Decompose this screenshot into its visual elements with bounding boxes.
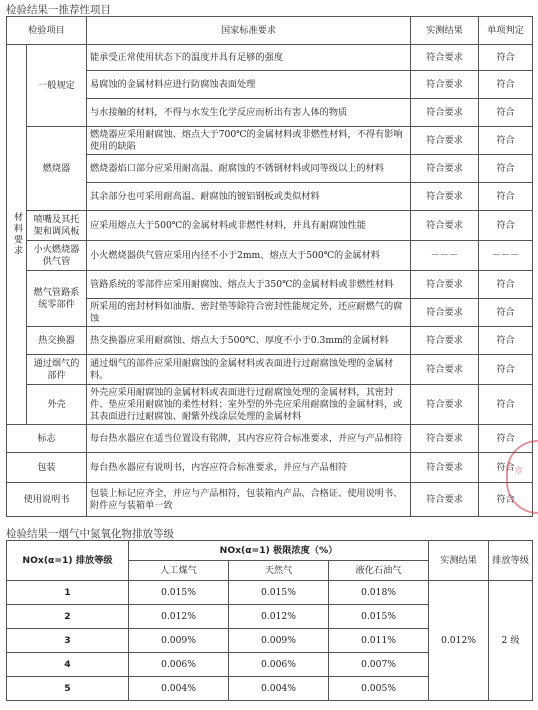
verdict-cell: 符合 [479, 99, 533, 127]
verdict-cell: 符合 [479, 453, 533, 483]
verdict-cell: 符合 [479, 211, 533, 241]
req-cell: 每台热水器应在适当位置设有铭牌，其内容应符合标准要求，并应与产品相符 [87, 425, 411, 453]
limit-cell: 0.007% [329, 653, 429, 677]
limit-cell: 0.015% [129, 581, 229, 605]
limit-cell: 0.011% [329, 629, 429, 653]
header-gas-coal: 人工煤气 [129, 561, 229, 581]
limit-cell: 0.012% [129, 605, 229, 629]
verdict-cell: －－－ [479, 241, 533, 271]
req-cell: 所采用的密封材料如油脂、密封垫等除符合密封性能规定外，还应耐燃气的腐蚀 [87, 299, 411, 327]
level-cell: 5 [7, 677, 129, 701]
result-cell: 符合要求 [411, 453, 479, 483]
sub-flue-parts: 通过烟气的部件 [27, 355, 87, 385]
verdict-cell: 符合 [479, 327, 533, 355]
req-cell: 能承受正常使用状态下的温度并具有足够的强度 [87, 45, 411, 71]
result-cell: 符合要求 [411, 45, 479, 71]
level-cell: 3 [7, 629, 129, 653]
req-cell: 外壳应采用耐腐蚀的金属材料或表面进行过耐腐蚀处理的金属材料，其密封件、垫应采用耐腐蚀的柔性材料；室外型的外壳应采用耐腐蚀的金属材料，或其表面进行过耐腐蚀、耐紫外线涂层处理的金属材料 [87, 385, 411, 425]
result-cell: 符合要求 [411, 271, 479, 299]
verdict-cell: 符合 [479, 271, 533, 299]
verdict-cell: 符合 [479, 355, 533, 385]
limit-cell: 0.009% [229, 629, 329, 653]
sub-heat-exchanger: 热交换器 [27, 327, 87, 355]
limit-cell: 0.015% [229, 581, 329, 605]
header-verdict: 单项判定 [479, 17, 533, 45]
verdict-cell: 符合 [479, 299, 533, 327]
result-cell: 符合要求 [411, 355, 479, 385]
req-cell: 小火燃烧器供气管应采用内径不小于2mm、熔点大于500℃的金属材料 [87, 241, 411, 271]
req-cell: 热交换器应采用耐腐蚀、熔点大于500℃、厚度不小于0.3mm的金属材料 [87, 327, 411, 355]
section1-title: 检验结果一推荐性项目 [6, 4, 111, 16]
result-cell: 符合要求 [411, 385, 479, 425]
limit-cell: 0.006% [229, 653, 329, 677]
verdict-cell: 符合 [479, 155, 533, 183]
emission-grade: 2 级 [489, 581, 533, 701]
verdict-cell: 符合 [479, 183, 533, 211]
limit-cell: 0.004% [129, 677, 229, 701]
req-cell: 与水接触的材料，不得与水发生化学反应而析出有害人体的物质 [87, 99, 411, 127]
result-cell: 符合要求 [411, 127, 479, 155]
req-cell: 包装上标记应齐全，并应与产品相符，包装箱内产品、合格证、使用说明书、附件应与装箱单一致 [87, 483, 411, 517]
header-level: NOx(α=1) 排放等级 [7, 541, 129, 581]
limit-cell: 0.005% [329, 677, 429, 701]
req-cell: 易腐蚀的金属材料应进行防腐蚀表面处理 [87, 71, 411, 99]
level-cell: 1 [7, 581, 129, 605]
verdict-cell: 符合 [479, 483, 533, 517]
header-item: 检验项目 [7, 17, 87, 45]
nox-emission-table [6, 540, 533, 701]
header-limit: NOx(α=1) 极限浓度（%） [129, 541, 429, 561]
item-manual: 使用说明书 [7, 483, 87, 517]
measured-result: 0.012% [429, 581, 489, 701]
sub-general: 一般规定 [27, 45, 87, 127]
limit-cell: 0.018% [329, 581, 429, 605]
header-result: 实测结果 [411, 17, 479, 45]
verdict-cell: 符合 [479, 71, 533, 99]
header-requirement: 国家标准要求 [87, 17, 411, 45]
group-material: 材料要求 [7, 45, 27, 425]
result-cell: 符合要求 [411, 99, 479, 127]
result-cell: 符合要求 [411, 211, 479, 241]
item-marking: 标志 [7, 425, 87, 453]
item-packaging: 包装 [7, 453, 87, 483]
sub-pilot-pipe: 小火燃烧器供气管 [27, 241, 87, 271]
result-cell: 符合要求 [411, 71, 479, 99]
req-cell: 每台热水器应有说明书，内容应符合标准要求，并应与产品相符 [87, 453, 411, 483]
result-cell: 符合要求 [411, 155, 479, 183]
limit-cell: 0.006% [129, 653, 229, 677]
req-cell: 应采用熔点大于500℃的金属材料或非燃性材料，并具有耐腐蚀性能 [87, 211, 411, 241]
verdict-cell: 符合 [479, 45, 533, 71]
recommended-items-table [6, 16, 533, 517]
limit-cell: 0.009% [129, 629, 229, 653]
verdict-cell: 符合 [479, 425, 533, 453]
limit-cell: 0.012% [229, 605, 329, 629]
level-cell: 4 [7, 653, 129, 677]
sub-burner: 燃烧器 [27, 127, 87, 211]
result-cell: 符合要求 [411, 327, 479, 355]
req-cell: 燃烧器焰口部分应采用耐高温、耐腐蚀的不锈钢材料或同等级以上的材料 [87, 155, 411, 183]
level-cell: 2 [7, 605, 129, 629]
verdict-cell: 符合 [479, 385, 533, 425]
header-gas-natural: 天然气 [229, 561, 329, 581]
seal-stamp: 章 [506, 440, 538, 514]
header-gas-lpg: 液化石油气 [329, 561, 429, 581]
sub-casing: 外壳 [27, 385, 87, 425]
result-cell: 符合要求 [411, 483, 479, 517]
req-cell: 管路系统的零部件应采用耐腐蚀、熔点大于350℃的金属材料或非燃性材料 [87, 271, 411, 299]
result-cell: 符合要求 [411, 299, 479, 327]
req-cell: 其余部分也可采用耐高温、耐腐蚀的镀铝钢板或类似材料 [87, 183, 411, 211]
limit-cell: 0.015% [329, 605, 429, 629]
result-cell: 符合要求 [411, 183, 479, 211]
limit-cell: 0.004% [229, 677, 329, 701]
result-cell: －－－ [411, 241, 479, 271]
req-cell: 通过烟气的部件应采用耐腐蚀的金属材料或表面进行过耐腐蚀处理的金属材料。 [87, 355, 411, 385]
verdict-cell: 符合 [479, 127, 533, 155]
req-cell: 燃烧器应采用耐腐蚀、熔点大于700℃的金属材料或非燃性材料，不得有影响使用的缺陷 [87, 127, 411, 155]
header-result: 实测结果 [429, 541, 489, 581]
header-grade: 排放等级 [489, 541, 533, 581]
result-cell: 符合要求 [411, 425, 479, 453]
sub-gas-pipe: 燃气管路系统零部件 [27, 271, 87, 327]
section2-title: 检验结果一烟气中氮氧化物排放等级 [6, 528, 174, 540]
sub-nozzle: 喷嘴及其托架和调风板 [27, 211, 87, 241]
